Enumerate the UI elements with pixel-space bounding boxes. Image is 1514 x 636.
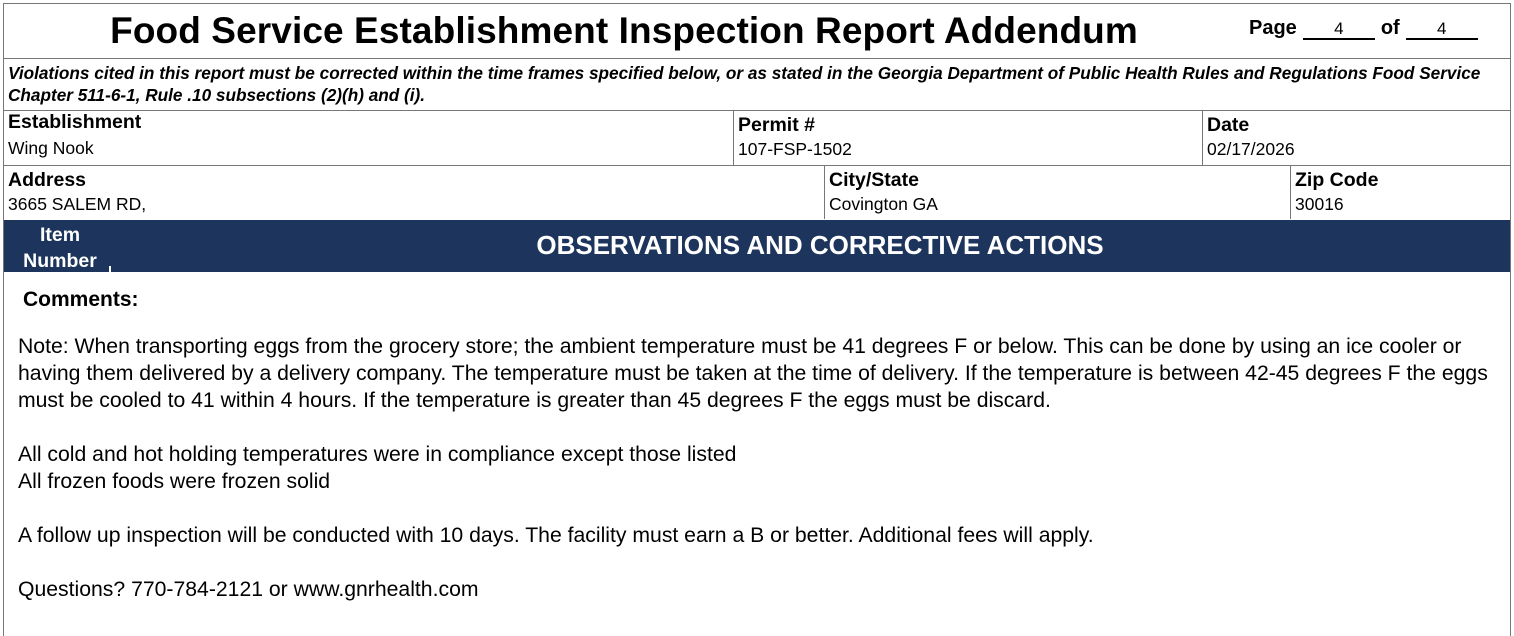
city-state-label: City/State: [829, 169, 919, 191]
comments-label: Comments:: [23, 288, 139, 311]
of-label: of: [1380, 17, 1400, 39]
questions-contact-text: Questions? 770-784-2121 or www.gnrhealth.com: [18, 578, 479, 601]
permit-cell: [733, 111, 1202, 165]
observations-title: OBSERVATIONS AND CORRECTIVE ACTIONS: [536, 230, 1104, 260]
follow-up-text: A follow up inspection will be conducted with 10 days. The facility must earn a B or better. Additional fees will apply.: [18, 524, 1094, 547]
report-form: [3, 3, 1511, 636]
establishment-cell: [4, 111, 732, 165]
address-row: [4, 166, 1510, 219]
egg-transport-note: Note: When transporting eggs from the grocery store; the ambient temperature must be 41 degrees F or below. This can be done by using an ice cooler or having them delivered by a delivery company. The temperature must be taken at the time of delivery. If the temperature is between 42-45 degrees F the eggs must be cooled to 41 within 4 hours. If the temperature is greater than 45 degrees F the eggs must be discard.: [18, 335, 1488, 412]
comments-body: [18, 333, 1498, 603]
zip-value: 30016: [1295, 194, 1344, 214]
holding-temps-text: All cold and hot holding temperatures were in compliance except those listed: [18, 443, 737, 466]
establishment-row: [4, 111, 1510, 166]
item-heading-line1: Item: [39, 224, 81, 246]
report-title: Food Service Establishment Inspection Report Addendum: [110, 10, 1138, 51]
item-heading-line2: Number: [23, 250, 97, 272]
establishment-value: Wing Nook: [8, 138, 94, 158]
violations-notice: Violations cited in this report must be corrected within the time frames specified below, or as stated in the Georgia Department of Public Health Rules and Regulations Food Service Chapter 511-6-1, Rule .10 subsections (2)(h) and (i).: [4, 59, 1510, 111]
address-label: Address: [8, 169, 87, 191]
date-label: Date: [1207, 114, 1250, 136]
page-number: 4: [1303, 20, 1375, 40]
address-cell: [4, 166, 823, 219]
address-value: 3665 SALEM RD,: [8, 194, 147, 214]
permit-value: 107-FSP-1502: [738, 139, 852, 159]
observations-header-band: [4, 220, 1510, 272]
title-row: [4, 4, 1510, 59]
page-label: Page: [1249, 17, 1297, 39]
page-total: 4: [1406, 20, 1478, 40]
page-indicator: [1249, 17, 1478, 40]
date-value: 02/17/2026: [1207, 139, 1295, 159]
permit-label: Permit #: [738, 114, 815, 136]
city-state-value: Covington GA: [829, 194, 938, 214]
item-number-heading: [4, 222, 116, 274]
city-state-cell: [824, 166, 1290, 219]
establishment-label: Establishment: [8, 111, 142, 133]
date-cell: [1202, 111, 1510, 165]
frozen-foods-text: All frozen foods were frozen solid: [18, 470, 331, 493]
column-divider: [109, 266, 111, 272]
zip-label: Zip Code: [1295, 169, 1379, 191]
zip-cell: [1290, 166, 1510, 219]
